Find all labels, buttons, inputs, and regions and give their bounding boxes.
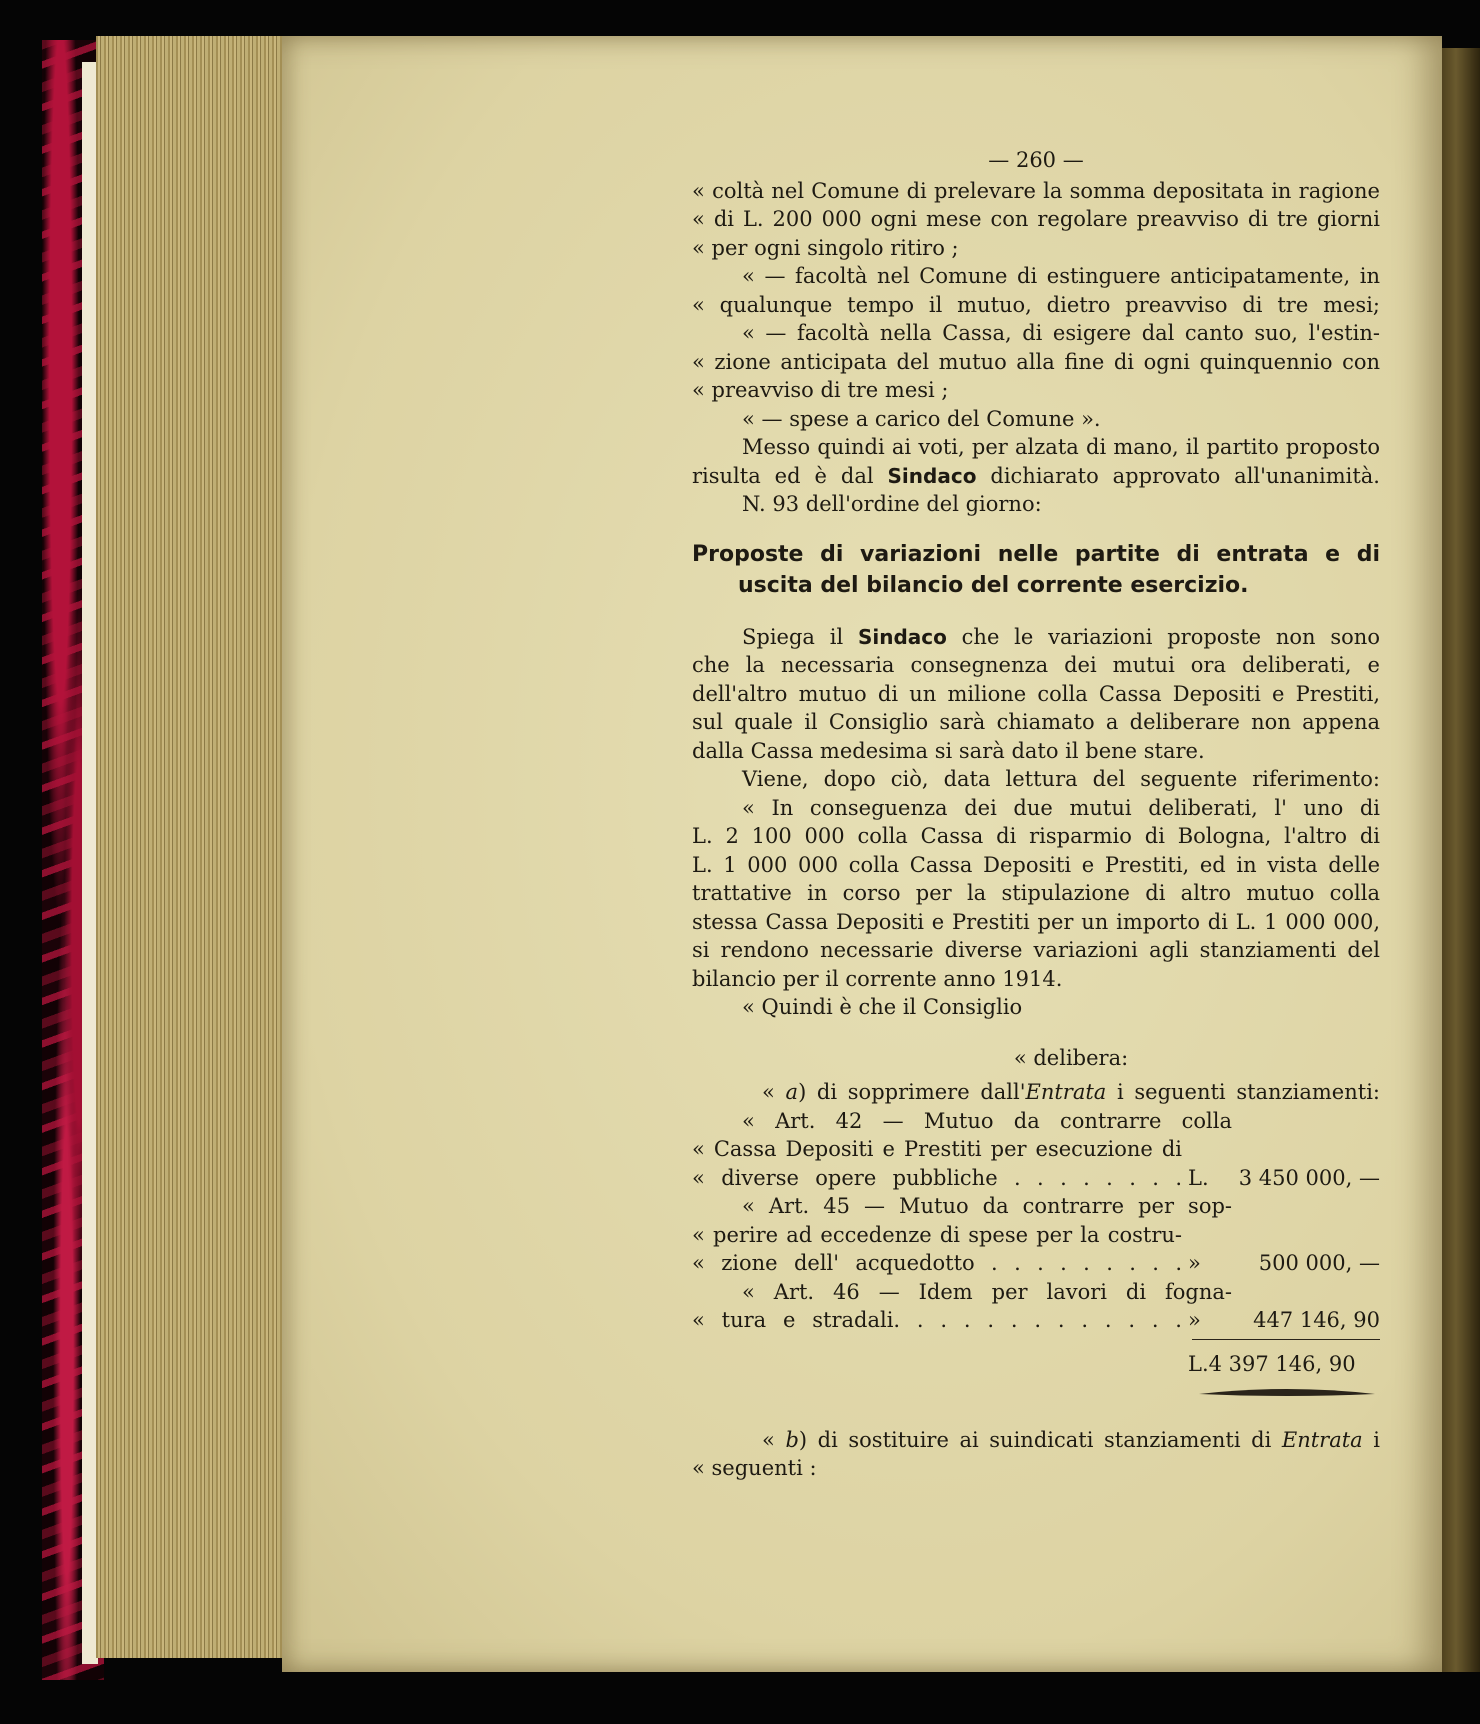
entry-line: « Art. 45 — Mutuo da contrarre per sop- — [742, 1194, 1232, 1218]
heading-line: uscita del bilancio del corrente esercizio. — [738, 572, 1249, 598]
total-rule — [1192, 1339, 1380, 1340]
text-fragment: « — [762, 1080, 786, 1104]
text-fragment: i — [1362, 1427, 1380, 1452]
total-row — [692, 1350, 1380, 1379]
text-line: « seguenti : — [692, 1456, 817, 1480]
text-line: « per ogni singolo ritiro ; — [692, 235, 959, 260]
entry-line: « Art. 42 — Mutuo da contrarre colla — [742, 1108, 1232, 1133]
text-fragment: i seguenti stanziamenti: — [1106, 1080, 1380, 1104]
text-line: « — spese a carico del Comune ». — [742, 406, 1101, 431]
page-number: — 260 — — [988, 148, 1084, 172]
decorative-swash — [1197, 1386, 1377, 1400]
entry-line: « Cassa Depositi e Prestiti per esecuzione di — [692, 1137, 1182, 1161]
entry-line: « zione dell' acquedotto . . . . . . . . . — [692, 1251, 1182, 1275]
book-page-edges — [96, 36, 286, 1658]
entry-currency: L. — [1188, 1165, 1209, 1190]
entrata-italic: Entrata — [1025, 1080, 1107, 1104]
text-line: dell'altro mutuo di un milione colla Cassa Depositi e Prestiti, — [692, 681, 1380, 706]
text-line: bilancio per il corrente anno 1914. — [692, 966, 1063, 991]
text-line: « Quindi è che il Consiglio — [742, 995, 1023, 1019]
entry-amount: 447 146, 90 — [1253, 1308, 1380, 1332]
text-fragment: risulta ed è dal — [692, 463, 874, 488]
text-line: Messo quindi ai voti, per alzata di mano, il partito proposto — [742, 435, 1380, 459]
entry-line: « Art. 46 — Idem per lavori di fogna- — [742, 1279, 1232, 1304]
text-line: L. 1 000 000 colla Cassa Depositi e Prestiti, ed in vista delle — [692, 852, 1380, 877]
text-line — [692, 623, 1380, 652]
text-fragment: Spiega il — [742, 624, 844, 649]
item-letter: a — [785, 1080, 799, 1104]
item-a-line — [692, 1078, 1380, 1107]
entry-amount: 500 000, — — [1258, 1251, 1380, 1275]
text-line: « qualunque tempo il mutuo, dietro preavviso di tre mesi; — [692, 292, 1380, 317]
text-line: trattative in corso per la stipulazione di altro mutuo colla — [692, 881, 1380, 905]
next-page-edge — [1440, 48, 1480, 1672]
text-line: « In conseguenza dei due mutui deliberati, l' uno di — [742, 795, 1380, 820]
page-text — [692, 146, 1380, 1483]
sindaco-label: Sindaco — [857, 624, 947, 649]
text-line: dalla Cassa medesima si sarà dato il bene stare. — [692, 738, 1205, 763]
text-line: « preavviso di tre mesi ; — [692, 378, 949, 402]
text-line: « coltà nel Comune di prelevare la somma depositata in ragione — [692, 178, 1380, 203]
text-fragment: « — [762, 1427, 786, 1452]
text-line: L. 2 100 000 colla Cassa di risparmio di Bologna, l'altro di — [692, 824, 1380, 848]
entry-amount: 3 450 000, — — [1238, 1165, 1380, 1190]
entry-line: « perire ad eccedenze di spese per la costru- — [692, 1222, 1182, 1247]
heading-line: Proposte di variazioni nelle partite di entrata e di — [692, 541, 1380, 567]
text-line: Viene, dopo ciò, data lettura del seguente riferimento: — [742, 767, 1380, 791]
entry-art-45 — [692, 1192, 1380, 1278]
delibera-heading: « delibera: — [1013, 1045, 1129, 1070]
total-amount: 4 397 146, 90 — [1208, 1351, 1356, 1376]
text-line: « di L. 200 000 ogni mese con regolare preavviso di tre giorni — [692, 207, 1380, 231]
entry-currency: » — [1188, 1308, 1201, 1332]
section-heading — [692, 539, 1380, 601]
entrata-italic: Entrata — [1281, 1427, 1363, 1452]
entry-line: « diverse opere pubbliche . . . . . . . . — [692, 1165, 1182, 1190]
text-line: « zione anticipata del mutuo alla fine di ogni quinquennio con — [692, 349, 1380, 374]
text-line: N. 93 dell'ordine del giorno: — [742, 492, 1042, 516]
text-line: che la necessaria consegnenza dei mutui ora deliberati, e — [692, 653, 1380, 677]
total-currency: L. — [1188, 1351, 1209, 1376]
text-line: si rendono necessarie diverse variazioni agli stanziamenti del — [692, 938, 1380, 962]
text-line: « — facoltà nel Comune di estinguere anticipatamente, in — [742, 264, 1380, 288]
text-fragment: dichiarato approvato all'unanimità. — [990, 463, 1380, 488]
total-rule-wrap — [692, 1339, 1380, 1340]
text-line: sul quale il Consiglio sarà chiamato a deliberare non appena — [692, 710, 1380, 734]
entry-line: « tura e stradali. . . . . . . . . . . . . — [692, 1308, 1182, 1332]
entry-art-42 — [692, 1107, 1380, 1193]
text-fragment: che le variazioni proposte non sono — [961, 624, 1380, 649]
text-line — [692, 462, 1380, 491]
item-letter: b — [785, 1427, 799, 1452]
sindaco-label: Sindaco — [887, 463, 977, 488]
item-b-line — [692, 1426, 1380, 1455]
text-fragment: ) di sopprimere dall' — [798, 1080, 1026, 1104]
entry-currency: » — [1188, 1251, 1201, 1275]
text-fragment: ) di sostituire ai suindicati stanziamenti di — [798, 1427, 1282, 1452]
text-line: « — facoltà nella Cassa, di esigere dal canto suo, l'estin- — [742, 321, 1380, 345]
text-line: stessa Cassa Depositi e Prestiti per un importo di L. 1 000 000, — [692, 909, 1380, 934]
entry-art-46 — [692, 1278, 1380, 1335]
